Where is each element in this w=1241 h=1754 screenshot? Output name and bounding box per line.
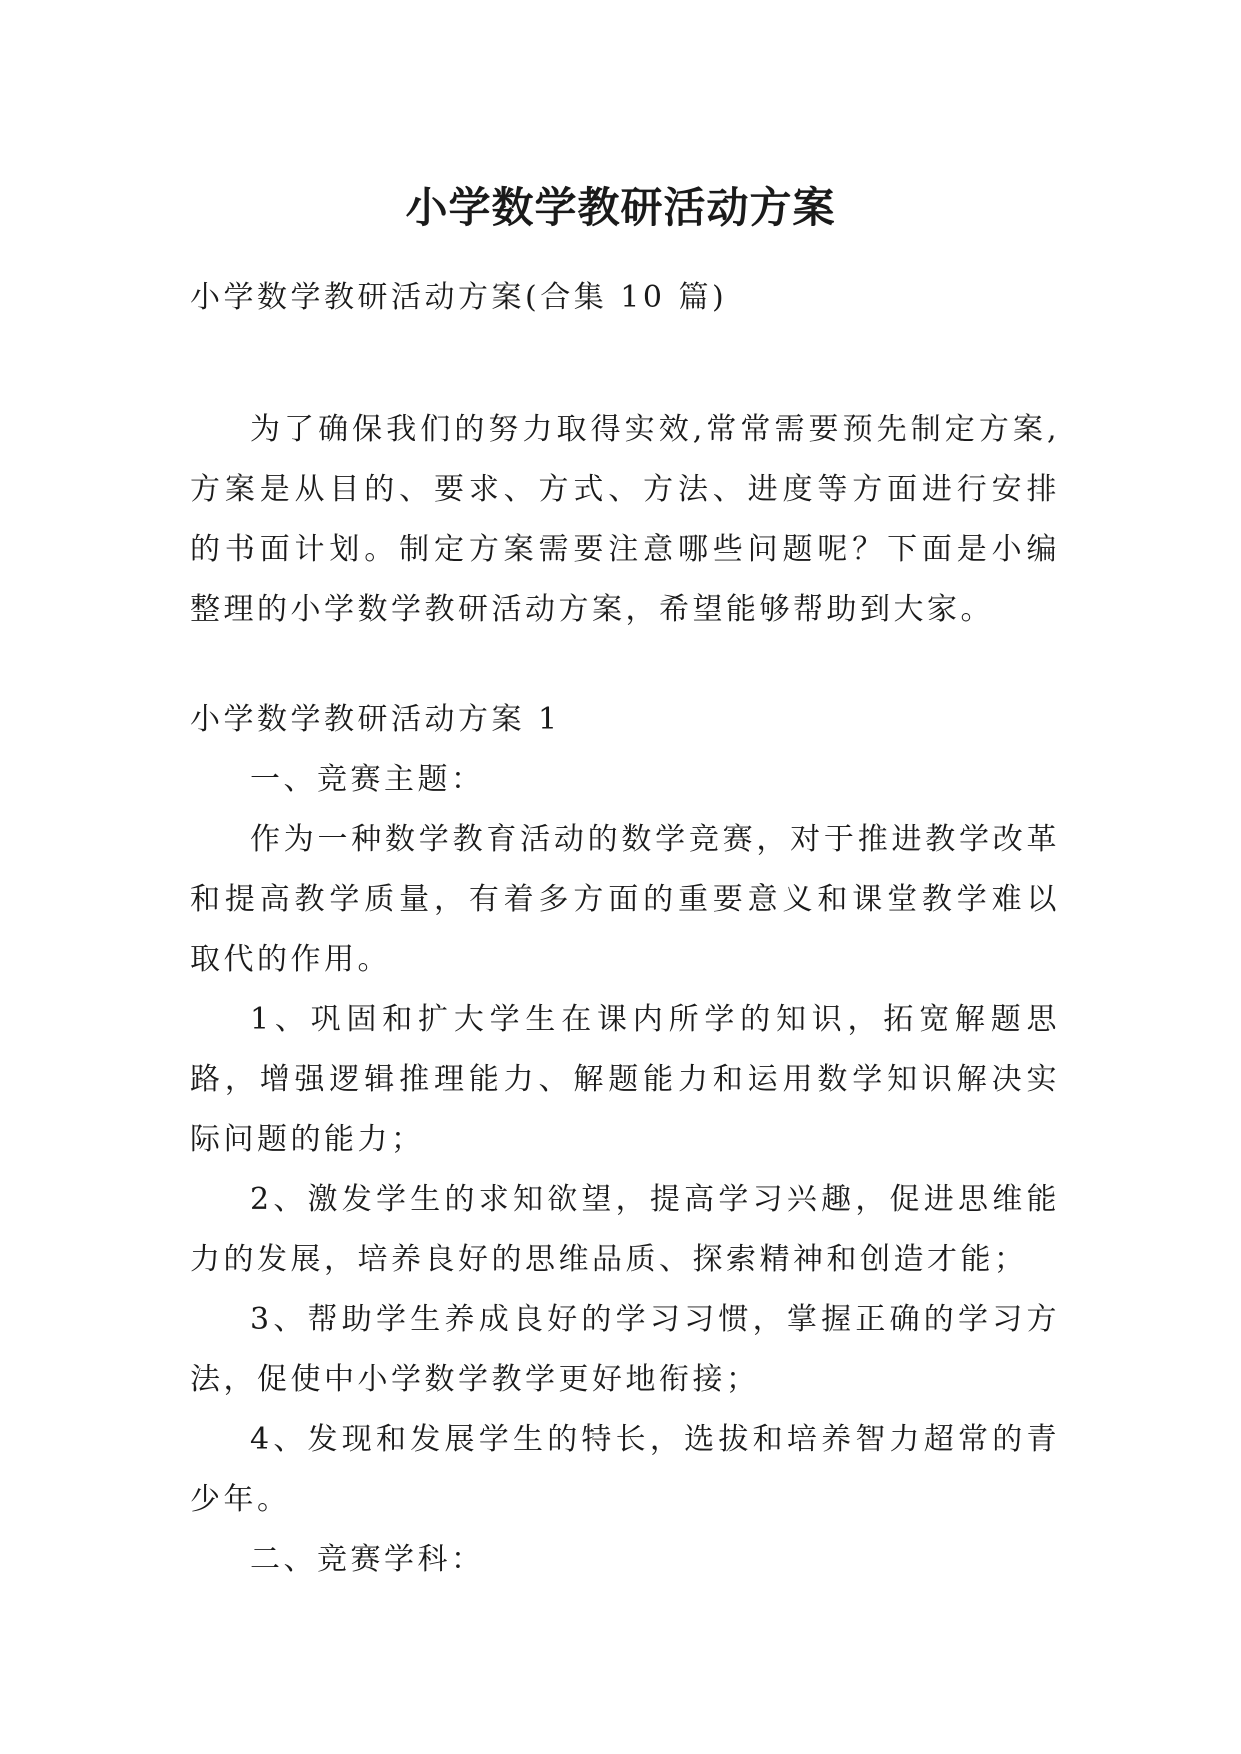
section-heading: 小学数学教研活动方案 1: [190, 702, 561, 737]
paragraph-point-2: 2、激发学生的求知欲望，提高学习兴趣，促进思维能力的发展，培养良好的思维品质、探索精神和创造才能；: [190, 1182, 1060, 1277]
paragraph-competition-theme: 一、竞赛主题：: [250, 762, 485, 797]
document-subtitle: 小学数学教研活动方案(合集 10 篇): [190, 280, 728, 315]
intro-paragraph: [190, 400, 1060, 640]
page-title: 小学数学教研活动方案: [405, 183, 836, 233]
intro-text: 为了确保我们的努力取得实效,常常需要预先制定方案,方案是从目的、要求、方式、方法、进度等方面进行安排的书面计划。制定方案需要注意哪些问题呢？下面是小编整理的小学数学教研活动方案，希望能够帮助到大家。: [190, 412, 1060, 627]
paragraph-point-4: 4、发现和发展学生的特长，选拔和培养智力超常的青少年。: [190, 1422, 1060, 1517]
section-content: [190, 750, 1060, 1590]
paragraph-competition-subject: 二、竞赛学科：: [250, 1542, 485, 1577]
paragraph-point-3: 3、帮助学生养成良好的学习习惯，掌握正确的学习方法，促使中小学数学教学更好地衔接；: [190, 1302, 1060, 1397]
paragraph-significance: 作为一种数学教育活动的数学竞赛，对于推进教学改革和提高教学质量，有着多方面的重要意义和课堂教学难以取代的作用。: [190, 822, 1060, 977]
paragraph-point-1: 1、巩固和扩大学生在课内所学的知识，拓宽解题思路，增强逻辑推理能力、解题能力和运用数学知识解决实际问题的能力；: [190, 1002, 1060, 1157]
